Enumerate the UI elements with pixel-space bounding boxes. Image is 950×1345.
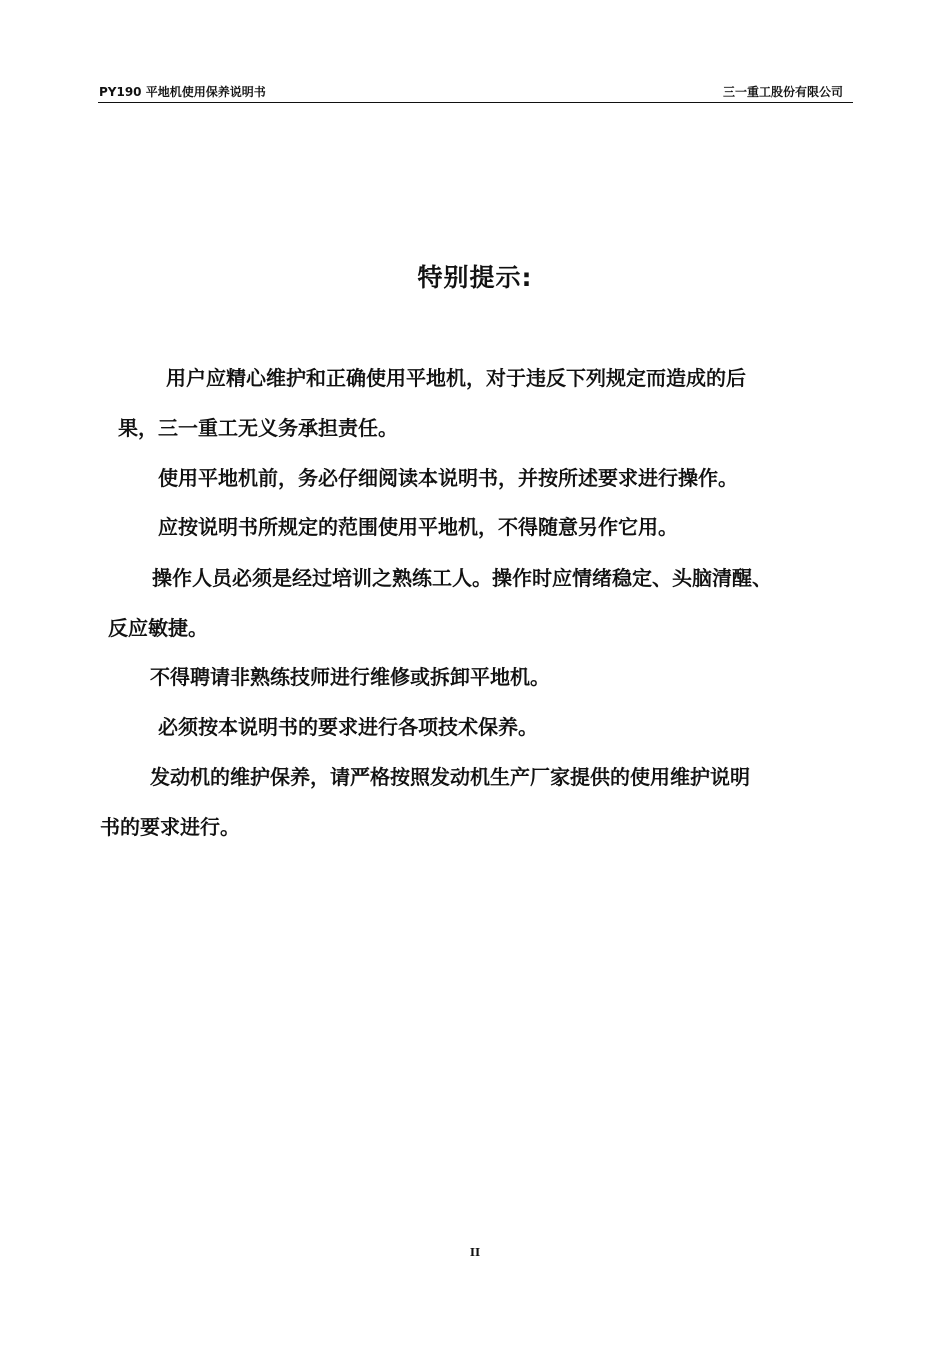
notice-line: 使用平地机前，务必仔细阅读本说明书，并按所述要求进行操作。 bbox=[158, 466, 738, 490]
notice-line: 必须按本说明书的要求进行各项技术保养。 bbox=[158, 715, 538, 739]
notice-line: 发动机的维护保养，请严格按照发动机生产厂家提供的使用维护说明 bbox=[150, 765, 750, 789]
notice-line: 不得聘请非熟练技师进行维修或拆卸平地机。 bbox=[150, 665, 550, 689]
page-number: II bbox=[469, 1246, 481, 1259]
notice-line: 反应敏捷。 bbox=[108, 616, 208, 640]
page-header bbox=[98, 82, 853, 103]
notice-line: 应按说明书所规定的范围使用平地机，不得随意另作它用。 bbox=[158, 515, 678, 539]
notice-line: 操作人员必须是经过培训之熟练工人。操作时应情绪稳定、头脑清醒、 bbox=[152, 566, 772, 590]
page-title: 特别提示: bbox=[417, 263, 533, 292]
notice-line: 用户应精心维护和正确使用平地机，对于违反下列规定而造成的后 bbox=[166, 366, 746, 390]
notice-line: 果，三一重工无义务承担责任。 bbox=[118, 416, 398, 440]
header-manual-title: PY190 平地机使用保养说明书 bbox=[99, 85, 266, 99]
header-company-name: 三一重工股份有限公司 bbox=[722, 85, 843, 99]
notice-line: 书的要求进行。 bbox=[100, 815, 240, 839]
